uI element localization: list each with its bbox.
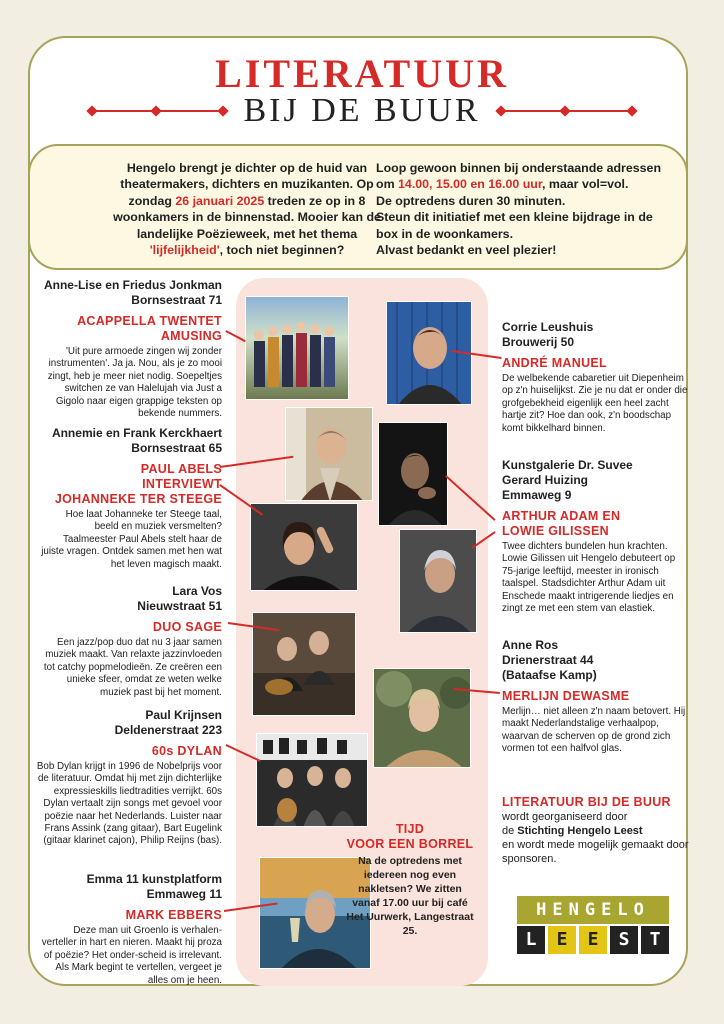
photo-lowie-gilissen [399, 529, 477, 633]
ornament-right [499, 106, 634, 116]
act-title: DUO SAGE [152, 620, 222, 634]
photo-andre-manuel [386, 301, 472, 405]
ornament-left [90, 106, 225, 116]
venue-60s-dylan: Paul Krijnsen Deldenerstraat 223 60s DYLAN Bob Dylan krijgt in 1996 de Nobelprijs voor de literatuur. Omdat hij met zijn dichterlijke expressieskills liedtradities verrijkt. 60s Dylan vertaalt zijn songs met gevoel voor poëzie naar het Nederlands. Luister naar Frans Assink (zang gitaar), Bart Eugelink (gitaar klarinet cajon), Philip Reijns (bas). [36, 708, 222, 847]
venue-acappella: Anne-Lise en Friedus Jonkman Bornsestraat 71 ACAPPELLA TWENTET AMUSING 'Uit pure armoede zingen wij zonder instrumenten'. Ja ja. Nou, als je zo mooi zingt, heb je meer niet nodig. Soepeltjes switchen ze van Halelujah via Just a Gigolo naar eigen grappige teksten op bekende nummers. [40, 278, 222, 420]
organizer-block: LITERATUUR BIJ DE BUUR wordt georganiseerd door de Stichting Hengelo Leest en wordt mede mogelijk gemaakt door sponsoren. [502, 795, 689, 865]
act-title: ACAPPELLA TWENTET AMUSING [77, 314, 222, 343]
event-date: 26 januari 2025 [175, 193, 265, 208]
photo-paul-abels [285, 407, 373, 501]
event-times: 14.00, 15.00 en 16.00 uur [398, 177, 542, 192]
act-title: ARTHUR ADAM EN [502, 509, 621, 523]
borrel-block: TIJD VOOR EEN BORREL Na de optredens met iedereen nog even nakletsen? We zitten vanaf 17.00 uur bij café Het Uurwerk, Langestraat 25. [346, 822, 474, 937]
photo-arthur-adam [378, 422, 448, 526]
photo-merlijn-dewasme [373, 668, 471, 768]
photo-johanneke-ter-steege [250, 503, 358, 591]
intro-left-text: Hengelo brengt je dichter op de huid van theatermakers, dichters en muzikanten. Op zondag 26 januari 2025 treden ze op in 8 woonkamers in de binnenstad. Mooier kan de landelijke Poëzieweek, met het thema 'lijfelijkheid', toch niet beginnen? [113, 161, 381, 258]
poster-subtitle-row [0, 93, 724, 129]
venue-mark-ebbers: Emma 11 kunstplatform Emmaweg 11 MARK EBBERS Deze man uit Groenlo is verhalen-verteller in hart en nieren. Maakt hij proza of poëzie? Het onder-scheid is irrelevant. Als Mark begint te vertellen, vergeet je alles om je heen. [41, 872, 222, 986]
act-title: PAUL ABELS [140, 462, 222, 476]
act-title: MERLIJN DEWASME [502, 689, 630, 703]
act-title: MARK EBBERS [125, 908, 222, 922]
poster-subtitle: BIJ DE BUUR [243, 92, 481, 129]
poster-title: LITERATUUR [215, 51, 509, 96]
venue-duo-sage: Lara Vos Nieuwstraat 51 DUO SAGE Een jazz/pop duo dat nu 3 jaar samen muziek maakt. Van relaxte jazzinvloeden tot catchy popmelodieën. Ze creëren een unieke sfeer, omdat ze weten welke muziek past bij het moment. [40, 584, 222, 699]
organizer-name: Stichting Hengelo Leest [517, 825, 643, 837]
act-title: ANDRÉ MANUEL [502, 356, 607, 370]
event-theme: 'lijfelijkheid' [149, 243, 220, 258]
act-title: 60s DYLAN [151, 744, 222, 758]
venue-merlijn: Anne Ros Drienerstraat 44 (Bataafse Kamp) MERLIJN DEWASME Merlijn… niet alleen z'n naam betovert. Hij maakt Nederlandstalige verhaalpop, waarvan de scherven op de grond zich vormen tot een halfvol glas. [502, 638, 692, 756]
venue-arthur-adam: Kunstgalerie Dr. Suvee Gerard Huizing Emmaweg 9 ARTHUR ADAM EN LOWIE GILISSEN Twee dichters bundelen hun krachten. Lowie Gilissen uit Hengelo debuteert op 75-jarige leeftijd, meester in ironisch taalspel. Stadsdichter Arthur Adam uit Enschede maakt intrigerende liedjes en zingt ze met een stem van elastiek. [502, 458, 692, 615]
venue-paul-abels: Annemie en Frank Kerckhaert Bornsestraat 65 PAUL ABELS INTERVIEWT JOHANNEKE TER STEEGE Hoe laat Johanneke ter Steege taal, beeld en muziek versmelten? Taalmeester Paul Abels stelt haar de juiste vragen. Ontdek samen met hen wat het leven magisch maakt. [41, 426, 222, 570]
venue-andre-manuel: Corrie Leushuis Brouwerij 50 ANDRÉ MANUEL De welbekende cabaretier uit Diepenheim op z'n huiselijkst. Zie je nu dat er onder die grofgebekheid eigenlijk een heel zacht hartje zit? Hoe dan ook, z'n boodschap komt bikkelhard binnen. [502, 320, 692, 435]
intro-box [28, 144, 688, 270]
photo-acappella-twentet [245, 296, 349, 400]
photo-60s-dylan [256, 733, 368, 827]
intro-right-text: Loop gewoon binnen bij onderstaande adressen om 14.00, 15.00 en 16.00 uur, maar vol=vol. De optredens duren 30 minuten. Steun dit initiatief met een kleine bijdrage in de box in de woonkamers. Alvast bedankt en veel plezier! [376, 161, 662, 258]
hengelo-leest-logo: HENGELO L E E S T [517, 896, 669, 956]
